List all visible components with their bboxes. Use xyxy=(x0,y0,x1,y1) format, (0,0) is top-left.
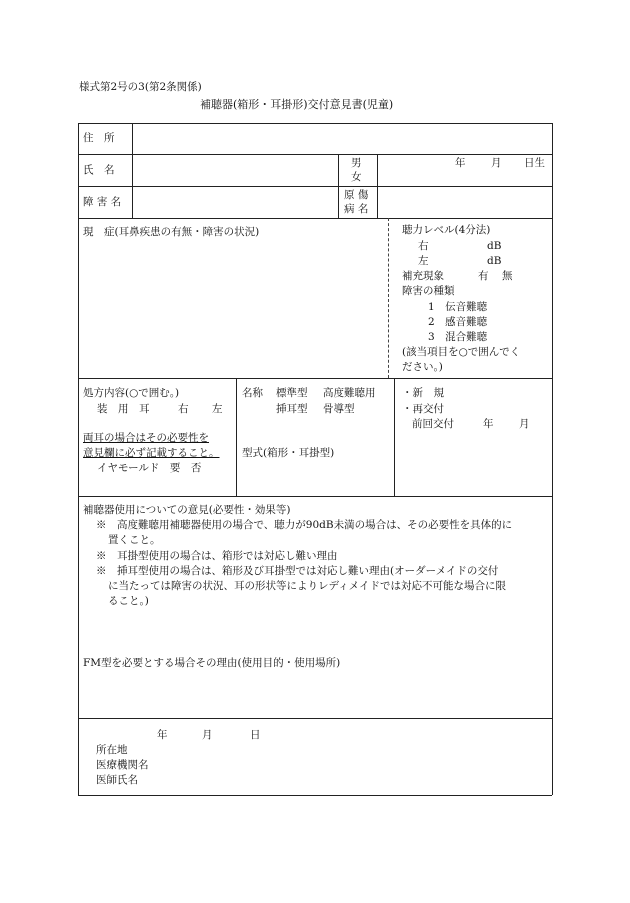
disorder-type-label: 障害の種類 xyxy=(402,285,455,297)
disorder-field[interactable] xyxy=(134,188,336,217)
sex-male[interactable]: 男 xyxy=(351,157,362,169)
right-db: dB xyxy=(487,240,502,252)
both-ears-note-1: 両耳の場合はその必要性を xyxy=(83,432,209,444)
address-label: 住 所 xyxy=(83,132,115,144)
sign-month: 月 xyxy=(202,729,213,741)
type-bone-conduction[interactable]: 骨導型 xyxy=(323,403,355,415)
wearing-ear-label: 装 用 耳 xyxy=(97,403,150,415)
model-format-label: 型式(箱形・耳掛型) xyxy=(242,447,335,459)
cause-field[interactable] xyxy=(379,188,550,217)
fm-reason-label: FM型を必要とする場合その理由(使用目的・使用場所) xyxy=(83,657,341,669)
recruitment-label: 補充現象 xyxy=(402,270,444,282)
reissue-option[interactable]: ・再交付 xyxy=(402,403,444,415)
name-field[interactable] xyxy=(134,156,336,185)
ear-right-option[interactable]: 右 xyxy=(178,403,189,415)
type-standard[interactable]: 標準型 xyxy=(276,387,308,399)
opinion-note-3c: ること。) xyxy=(108,595,149,607)
opinion-field[interactable] xyxy=(83,610,550,650)
address-field[interactable] xyxy=(134,125,550,153)
opinion-note-1a: ※ 高度難聴用補聴器使用の場合で、聴力が90dB未満の場合は、その必要性を具体的に xyxy=(96,519,513,531)
opinion-note-3a: ※ 挿耳型使用の場合は、箱形及び耳掛型では対応し難い理由(オーダーメイドの交付 xyxy=(96,565,499,577)
opinion-heading: 補聴器使用についての意見(必要性・効果等) xyxy=(83,504,291,516)
left-ear-label: 左 xyxy=(418,255,429,267)
opinion-note-3b: に当たっては障害の状況、耳の形状等によりレディメイドでは対応不可能な場合に限 xyxy=(108,580,506,592)
opinion-note-2: ※ 耳掛型使用の場合は、箱形では対応し難い理由 xyxy=(96,550,338,562)
dob-day: 日生 xyxy=(524,157,545,169)
cause-label-1: 原 傷 xyxy=(344,189,369,201)
sex-female[interactable]: 女 xyxy=(351,171,362,183)
both-ears-note-2: 意見欄に必ず記載すること。 xyxy=(83,447,220,459)
sign-year: 年 xyxy=(157,729,168,741)
right-ear-label: 右 xyxy=(418,240,429,252)
recruitment-absent[interactable]: 無 xyxy=(502,270,513,282)
opinion-note-1b: 置くこと。 xyxy=(108,534,161,546)
previous-issue-year: 年 xyxy=(483,418,494,430)
recruitment-present[interactable]: 有 xyxy=(478,270,489,282)
previous-issue-month: 月 xyxy=(519,418,530,430)
symptoms-label: 現 症(耳鼻疾患の有無・障害の状況) xyxy=(83,226,260,238)
prescription-label: 処方内容(○で囲む。) xyxy=(83,387,180,399)
type-conductive[interactable]: 1 伝音難聴 xyxy=(428,301,488,313)
hearing-level-label: 聴力レベル(4分法) xyxy=(402,224,491,236)
disorder-label: 障 害 名 xyxy=(83,196,122,208)
fm-reason-field[interactable] xyxy=(83,672,550,716)
ear-left-option[interactable]: 左 xyxy=(212,403,223,415)
form-title: 補聴器(箱形・耳掛形)交付意見書(児童) xyxy=(200,98,394,111)
type-mixed[interactable]: 3 混合難聴 xyxy=(428,331,488,343)
type-sensorineural[interactable]: 2 感音難聴 xyxy=(428,316,488,328)
left-db: dB xyxy=(487,255,502,267)
type-high-power[interactable]: 高度難聴用 xyxy=(323,387,376,399)
cause-label-2: 病 名 xyxy=(344,203,369,215)
location-label: 所在地 xyxy=(96,744,128,756)
sign-day: 日 xyxy=(250,729,261,741)
type-in-ear[interactable]: 挿耳型 xyxy=(276,403,308,415)
previous-issue-label: 前回交付 xyxy=(412,418,454,430)
earmold-option[interactable]: イヤモールド 要 否 xyxy=(97,462,202,474)
form-number: 様式第2号の3(第2条関係) xyxy=(79,81,202,93)
name-label: 氏 名 xyxy=(83,164,115,176)
model-name-label: 名称 xyxy=(242,387,263,399)
dob-month: 月 xyxy=(491,157,502,169)
new-issue-option[interactable]: ・新 規 xyxy=(402,387,444,399)
dob-year: 年 xyxy=(455,157,466,169)
circle-note-2: ださい。) xyxy=(402,361,443,373)
circle-note-1: (該当項目を○で囲んでく xyxy=(402,346,521,358)
doctor-name-label: 医師氏名 xyxy=(96,774,138,786)
institution-label: 医療機関名 xyxy=(96,759,149,771)
